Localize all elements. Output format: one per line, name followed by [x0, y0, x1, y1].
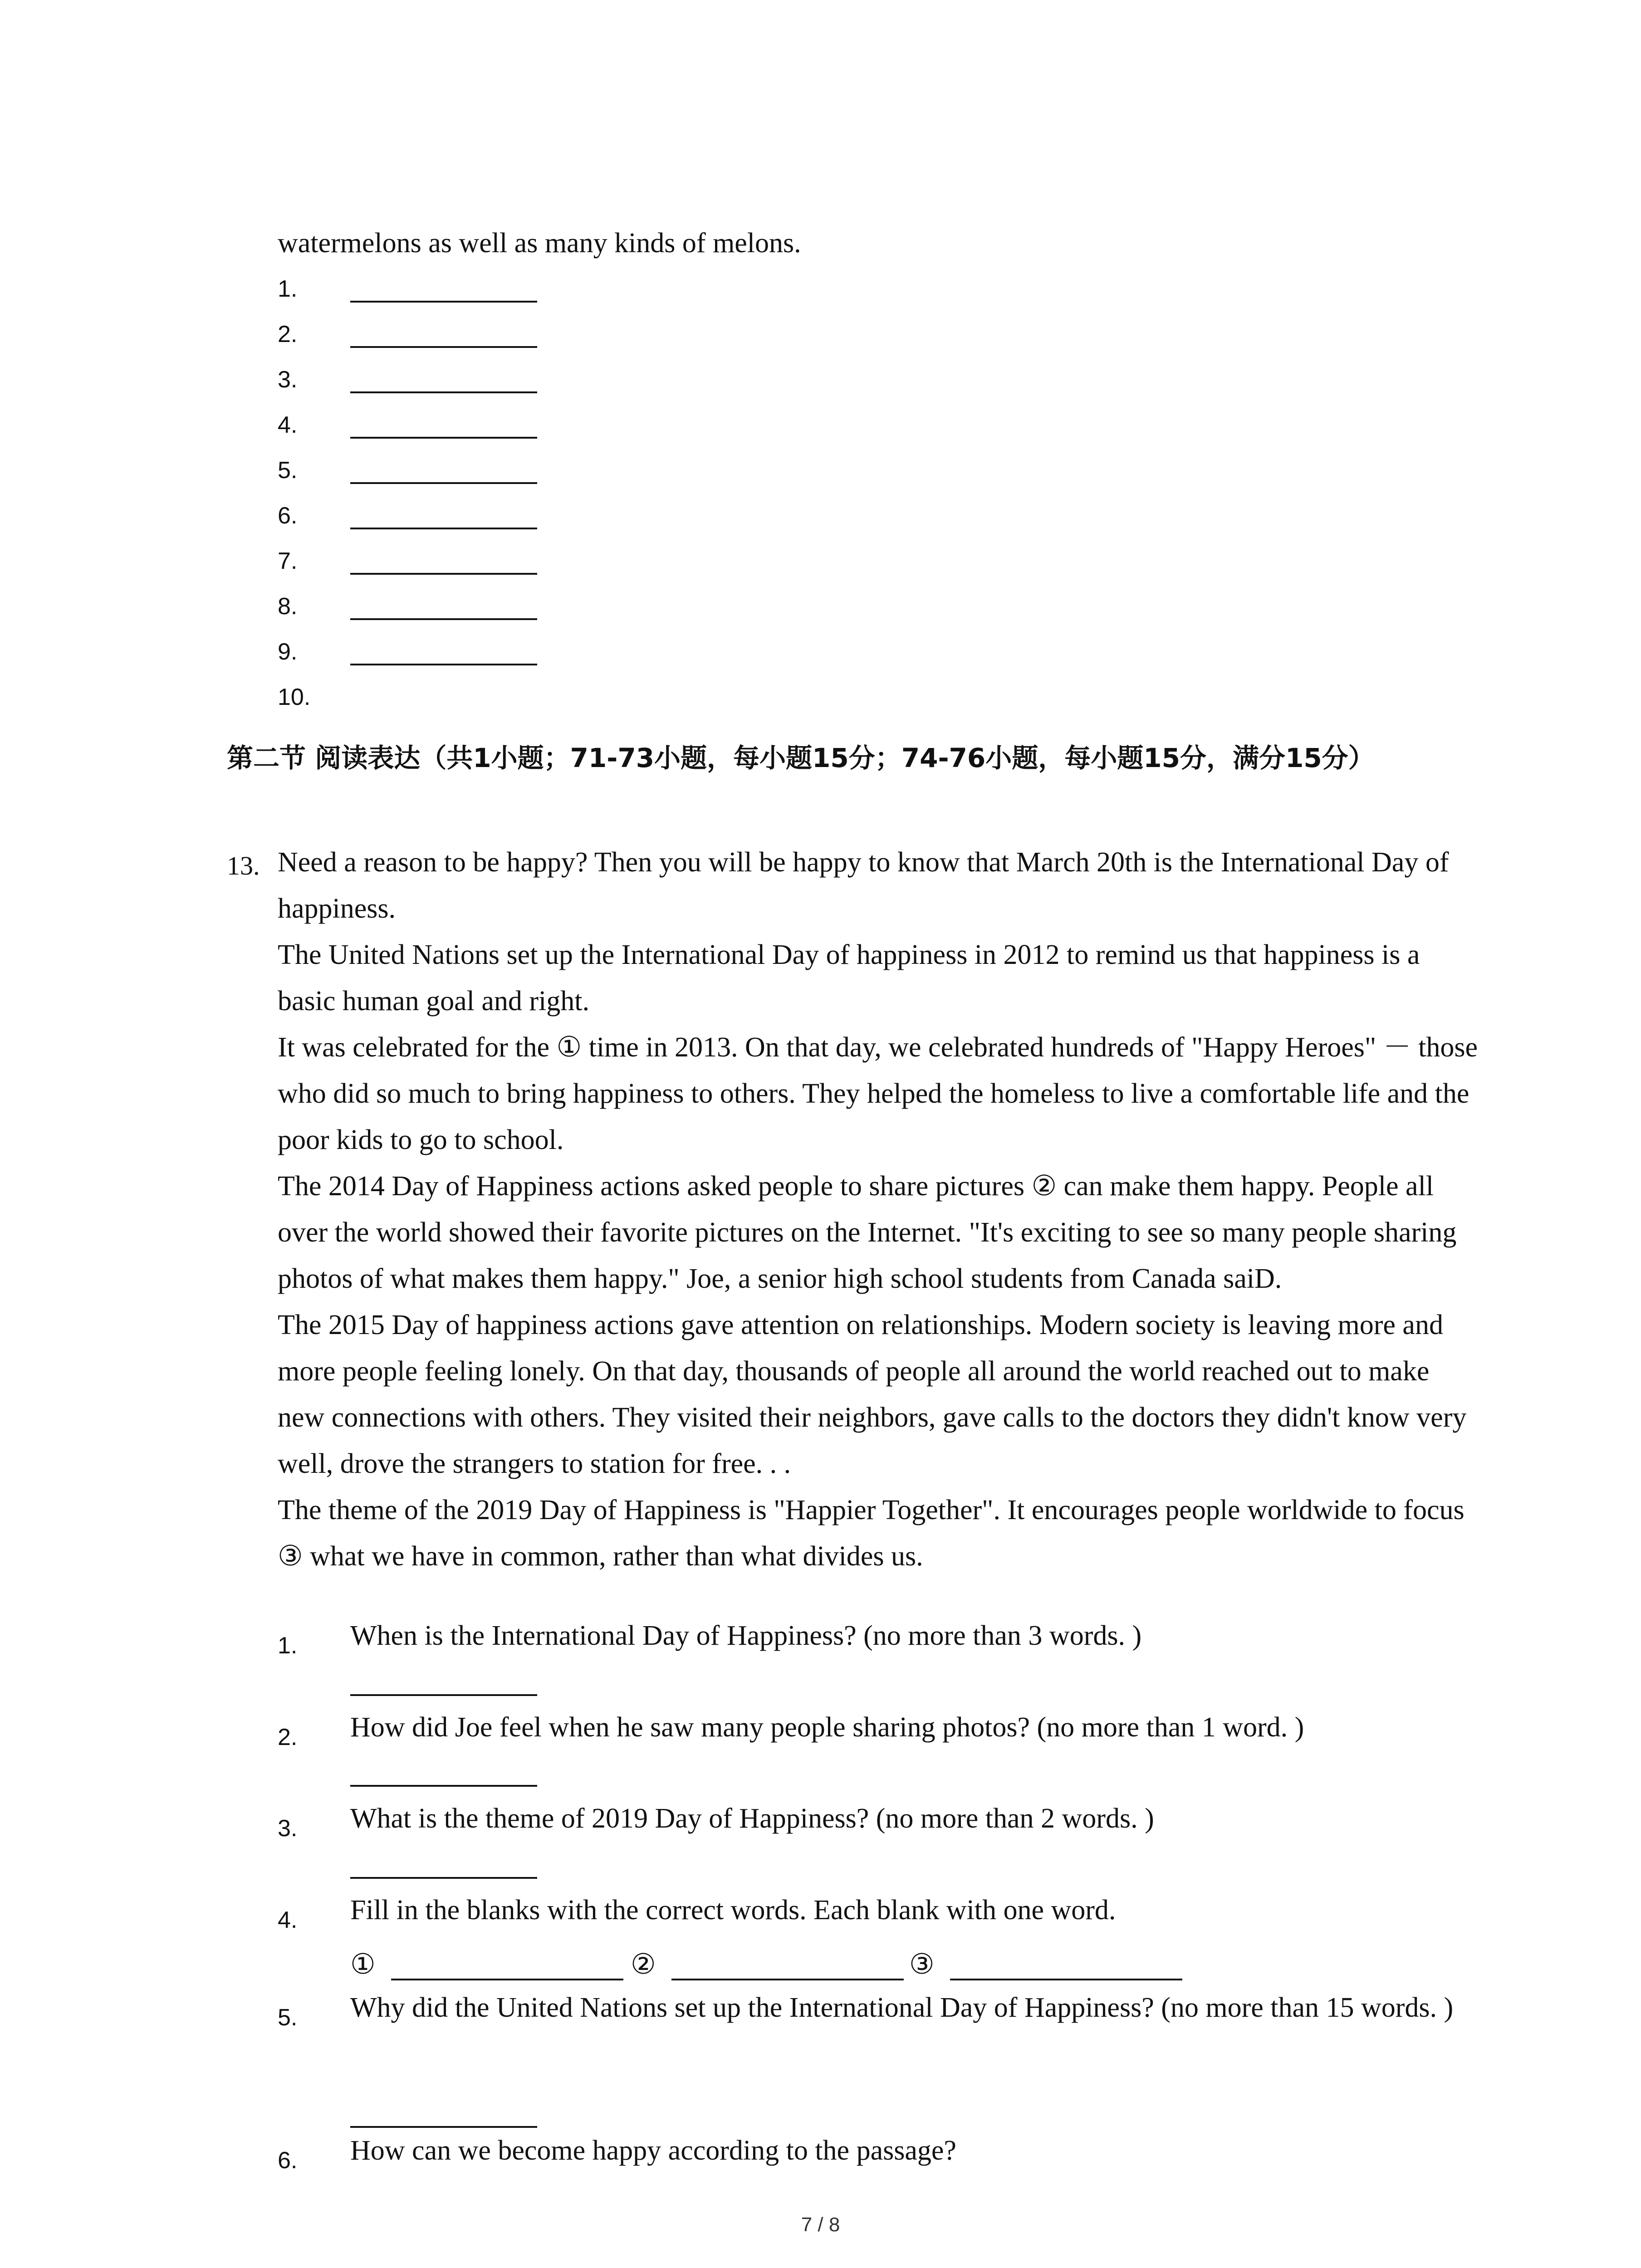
answer-line[interactable] — [350, 1877, 537, 1879]
blank-number: 2. — [278, 321, 298, 347]
answer-blank-row — [278, 401, 595, 447]
sub-question-number: 2. — [278, 1724, 298, 1750]
sub-question-text: Fill in the blanks with the correct words. Each blank with one word. — [350, 1895, 1116, 1926]
sub-question-text: How can we become happy according to the passage? — [350, 2135, 956, 2166]
answer-line[interactable] — [350, 664, 537, 665]
answer-line[interactable] — [350, 618, 537, 620]
answer-line[interactable] — [350, 1694, 537, 1696]
blank-number: 8. — [278, 593, 298, 620]
answer-line[interactable] — [350, 1785, 537, 1787]
sub-question-number: 4. — [278, 1907, 298, 1933]
answer-blank-row — [278, 628, 595, 674]
answer-blank-row — [278, 356, 595, 401]
sub-question-number: 6. — [278, 2147, 298, 2174]
sub-question-text: Why did the United Nations set up the International Day of Happiness? (no more than 15 words. ) — [350, 1992, 1454, 2023]
answer-blank-row — [278, 538, 595, 583]
fill-blank — [350, 1941, 376, 1988]
answer-line[interactable] — [350, 391, 537, 393]
blank-number: 1. — [278, 276, 298, 302]
answer-line[interactable] — [350, 482, 537, 484]
answer-blank-row — [278, 265, 595, 311]
reading-passage — [278, 839, 1480, 1579]
blank-number: 10. — [278, 684, 311, 710]
answer-line[interactable] — [350, 528, 537, 529]
question-number: 13. — [227, 851, 260, 880]
fill-blank — [631, 1941, 656, 1988]
sub-question-text: How did Joe feel when he saw many people sharing photos? (no more than 1 word. ) — [350, 1712, 1304, 1743]
answer-blank-row — [278, 583, 595, 628]
sub-question-number: 5. — [278, 2004, 298, 2031]
blank-number: 7. — [278, 548, 298, 574]
sub-question-text: What is the theme of 2019 Day of Happiness? (no more than 2 words. ) — [350, 1803, 1154, 1834]
answer-blank-row — [278, 311, 595, 356]
answer-blank-row — [278, 492, 595, 538]
fill-blank-marker: ③ — [909, 1949, 935, 1980]
blank-number: 3. — [278, 367, 298, 393]
blank-number: 9. — [278, 639, 298, 665]
answer-line[interactable] — [350, 301, 537, 303]
fill-blank-marker: ① — [350, 1949, 376, 1980]
fill-blank-marker: ② — [631, 1949, 656, 1980]
fill-blank — [909, 1941, 935, 1988]
passage-paragraph: The 2014 Day of Happiness actions asked people to share pictures ② can make them happy. People all over the world showed their favorite pictures on the Internet. "It's exciting to see so many people sharing photos of what makes them happy." Joe, a senior high school students from Canada saiD. — [278, 1171, 1457, 1294]
sub-question-number: 1. — [278, 1633, 298, 1659]
sub-question-text: When is the International Day of Happiness? (no more than 3 words. ) — [350, 1620, 1142, 1651]
answer-line[interactable] — [350, 346, 537, 348]
answer-blank-row — [278, 674, 595, 719]
blank-number: 6. — [278, 503, 298, 529]
answer-line[interactable] — [950, 1979, 1182, 1980]
passage-paragraph: The theme of the 2019 Day of Happiness is "Happier Together". It encourages people worldwide to focus ③ what we have in common, rather than what divides us. — [278, 1495, 1465, 1572]
blank-number: 5. — [278, 457, 298, 484]
answer-line[interactable] — [391, 1979, 623, 1980]
passage-tail-line: watermelons as well as many kinds of melons. — [278, 228, 801, 259]
passage-paragraph: Need a reason to be happy? Then you will be happy to know that March 20th is the International Day of happiness. — [278, 847, 1449, 924]
section-heading: 第二节 阅读表达（共1小题；71-73小题，每小题15分；74-76小题，每小题15分，满分15分） — [227, 743, 1375, 773]
blank-number: 4. — [278, 412, 298, 438]
answer-line[interactable] — [350, 573, 537, 575]
passage-paragraph: The United Nations set up the International Day of happiness in 2012 to remind us that happiness is a basic human goal and right. — [278, 939, 1420, 1017]
passage-paragraph: It was celebrated for the ① time in 2013. On that day, we celebrated hundreds of "Happy Heroes" － those who did so much to bring happiness to others. They helped the homeless to live a comfortable life and the poor kids to go to school. — [278, 1032, 1478, 1155]
page-number: 7 / 8 — [801, 2214, 840, 2236]
answer-line[interactable] — [350, 437, 537, 439]
passage-paragraph: The 2015 Day of happiness actions gave attention on relationships. Modern society is leaving more and more people feeling lonely. On that day, thousands of people all around the world reached out to make new connections with others. They visited their neighbors, gave calls to the doctors they didn't know very well, drove the strangers to station for free. . . — [278, 1310, 1467, 1479]
answer-blank-row — [278, 447, 595, 492]
answer-line[interactable] — [671, 1979, 904, 1980]
sub-question-number: 3. — [278, 1815, 298, 1842]
